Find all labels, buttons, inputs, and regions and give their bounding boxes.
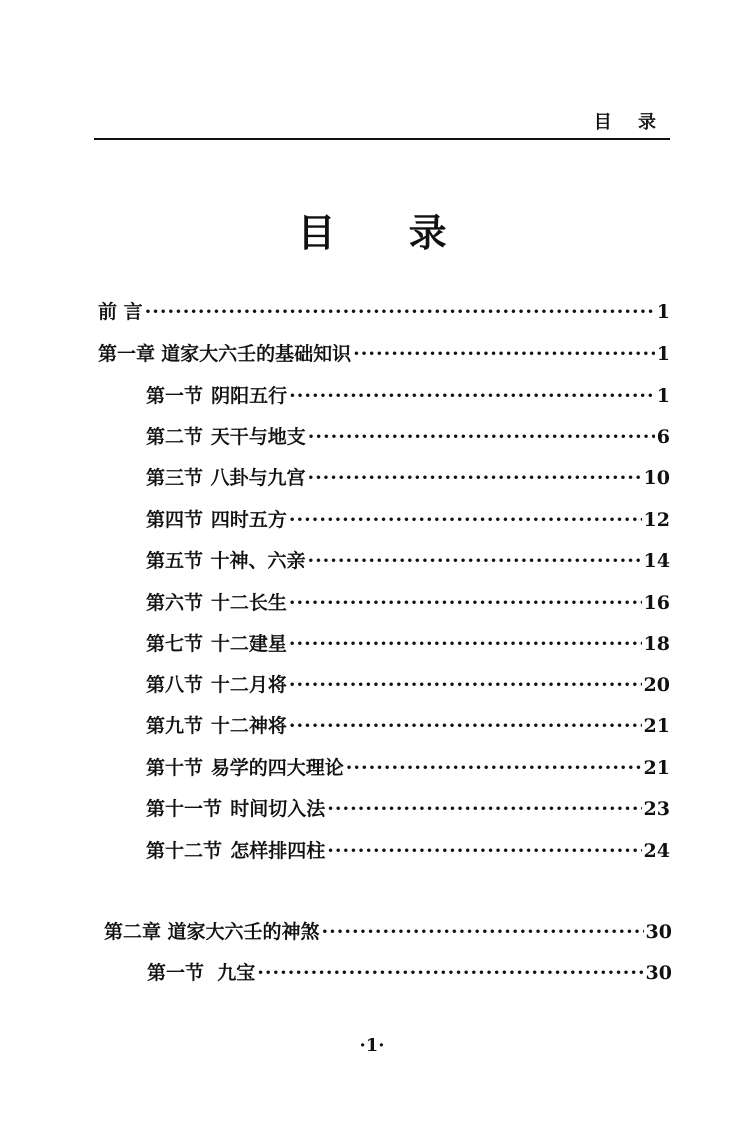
toc-page-number: 24 bbox=[643, 840, 670, 862]
toc-section-number: 第五节 bbox=[146, 550, 204, 572]
toc-leader-dots bbox=[307, 546, 641, 576]
toc-entry-section[interactable] bbox=[146, 711, 670, 741]
toc-section-number: 第十二节 bbox=[146, 840, 223, 862]
toc-entry-section[interactable] bbox=[146, 753, 670, 783]
toc-entry-label: 前 言 bbox=[98, 301, 143, 323]
toc-page-number: 1 bbox=[656, 385, 670, 407]
page-title: 目 录 bbox=[297, 210, 477, 255]
toc-leader-dots bbox=[257, 958, 643, 988]
toc-entry-section[interactable] bbox=[146, 463, 670, 493]
toc-section-number: 第八节 bbox=[146, 674, 204, 696]
toc-entry-section[interactable] bbox=[147, 958, 672, 988]
toc-section-number: 第六节 bbox=[146, 592, 204, 614]
toc-chapter-number: 第一章 bbox=[98, 343, 156, 365]
toc-section-number: 第十节 bbox=[146, 757, 204, 779]
toc-chapter-title: 道家大六壬的基础知识 bbox=[161, 343, 352, 365]
toc-leader-dots bbox=[353, 339, 655, 369]
toc-leader-dots bbox=[289, 588, 642, 618]
toc-section-number: 第四节 bbox=[146, 509, 204, 531]
toc-entry-section[interactable] bbox=[146, 546, 670, 576]
toc-section-number: 第九节 bbox=[146, 715, 204, 737]
toc-page-number: 30 bbox=[645, 962, 672, 984]
toc-leader-dots bbox=[322, 917, 644, 947]
page-number: ·1· bbox=[359, 1035, 385, 1056]
toc-leader-dots bbox=[289, 381, 655, 411]
toc-section-number: 第十一节 bbox=[146, 798, 223, 820]
toc-page-number: 1 bbox=[656, 301, 670, 323]
toc-section-title: 十二神将 bbox=[210, 715, 287, 737]
toc-leader-dots bbox=[327, 836, 641, 866]
toc-section-title: 十二建星 bbox=[210, 633, 287, 655]
toc-leader-dots bbox=[289, 629, 642, 659]
toc-section-title: 四时五方 bbox=[210, 509, 287, 531]
toc-leader-dots bbox=[307, 463, 641, 493]
toc-leader-dots bbox=[327, 794, 641, 824]
toc-entry-section[interactable] bbox=[146, 629, 670, 659]
toc-leader-dots bbox=[145, 297, 655, 327]
toc-page-number: 16 bbox=[643, 592, 670, 614]
toc-section-number: 第二节 bbox=[146, 426, 204, 448]
toc-page-number: 12 bbox=[643, 509, 670, 531]
toc-page-number: 14 bbox=[643, 550, 670, 572]
toc-leader-dots bbox=[289, 505, 642, 535]
toc-leader-dots bbox=[289, 670, 642, 700]
toc-entry-section[interactable] bbox=[146, 588, 670, 618]
running-head-text: 目 录 bbox=[593, 112, 666, 133]
toc-section-title: 怎样排四柱 bbox=[230, 840, 326, 862]
toc-entry-preface[interactable] bbox=[98, 297, 670, 327]
toc-entry-section[interactable] bbox=[146, 794, 670, 824]
toc-page-number: 10 bbox=[643, 467, 670, 489]
toc-entry-chapter-1[interactable] bbox=[98, 339, 670, 369]
toc-entry-section[interactable] bbox=[146, 505, 670, 535]
toc-section-title: 阴阳五行 bbox=[211, 385, 288, 407]
toc-page-number: 23 bbox=[643, 798, 670, 820]
toc-section-title: 九宝 bbox=[217, 962, 256, 984]
toc-section-title: 十二长生 bbox=[210, 592, 287, 614]
toc-leader-dots bbox=[308, 422, 655, 452]
toc-entry-chapter-2[interactable] bbox=[104, 917, 672, 947]
toc-section-number: 第一节 bbox=[147, 962, 205, 984]
toc-chapter-title: 道家大六壬的神煞 bbox=[167, 921, 320, 943]
toc-page-number: 21 bbox=[643, 715, 670, 737]
toc-section-title: 天干与地支 bbox=[210, 426, 306, 448]
toc-page-number: 6 bbox=[656, 426, 670, 448]
toc-section-title: 十二月将 bbox=[210, 674, 287, 696]
toc-leader-dots bbox=[346, 753, 642, 783]
toc-chapter-number: 第二章 bbox=[104, 921, 162, 943]
toc-page-number: 21 bbox=[643, 757, 670, 779]
toc-section-title: 八卦与九宫 bbox=[210, 467, 306, 489]
toc-entry-section[interactable] bbox=[146, 381, 670, 411]
toc-page-number: 20 bbox=[643, 674, 670, 696]
toc-leader-dots bbox=[289, 711, 642, 741]
toc-section-number: 第三节 bbox=[146, 467, 204, 489]
toc-entry-section[interactable] bbox=[146, 836, 670, 866]
toc-section-number: 第七节 bbox=[146, 633, 204, 655]
toc-entry-section[interactable] bbox=[146, 422, 670, 452]
toc-section-title: 时间切入法 bbox=[230, 798, 326, 820]
toc-page-number: 1 bbox=[656, 343, 670, 365]
toc-page-number: 30 bbox=[645, 921, 672, 943]
toc-section-title: 易学的四大理论 bbox=[210, 757, 344, 779]
toc-section-number: 第一节 bbox=[146, 385, 204, 407]
toc-entry-section[interactable] bbox=[146, 670, 670, 700]
toc-section-title: 十神、六亲 bbox=[210, 550, 306, 572]
toc-page-number: 18 bbox=[643, 633, 670, 655]
